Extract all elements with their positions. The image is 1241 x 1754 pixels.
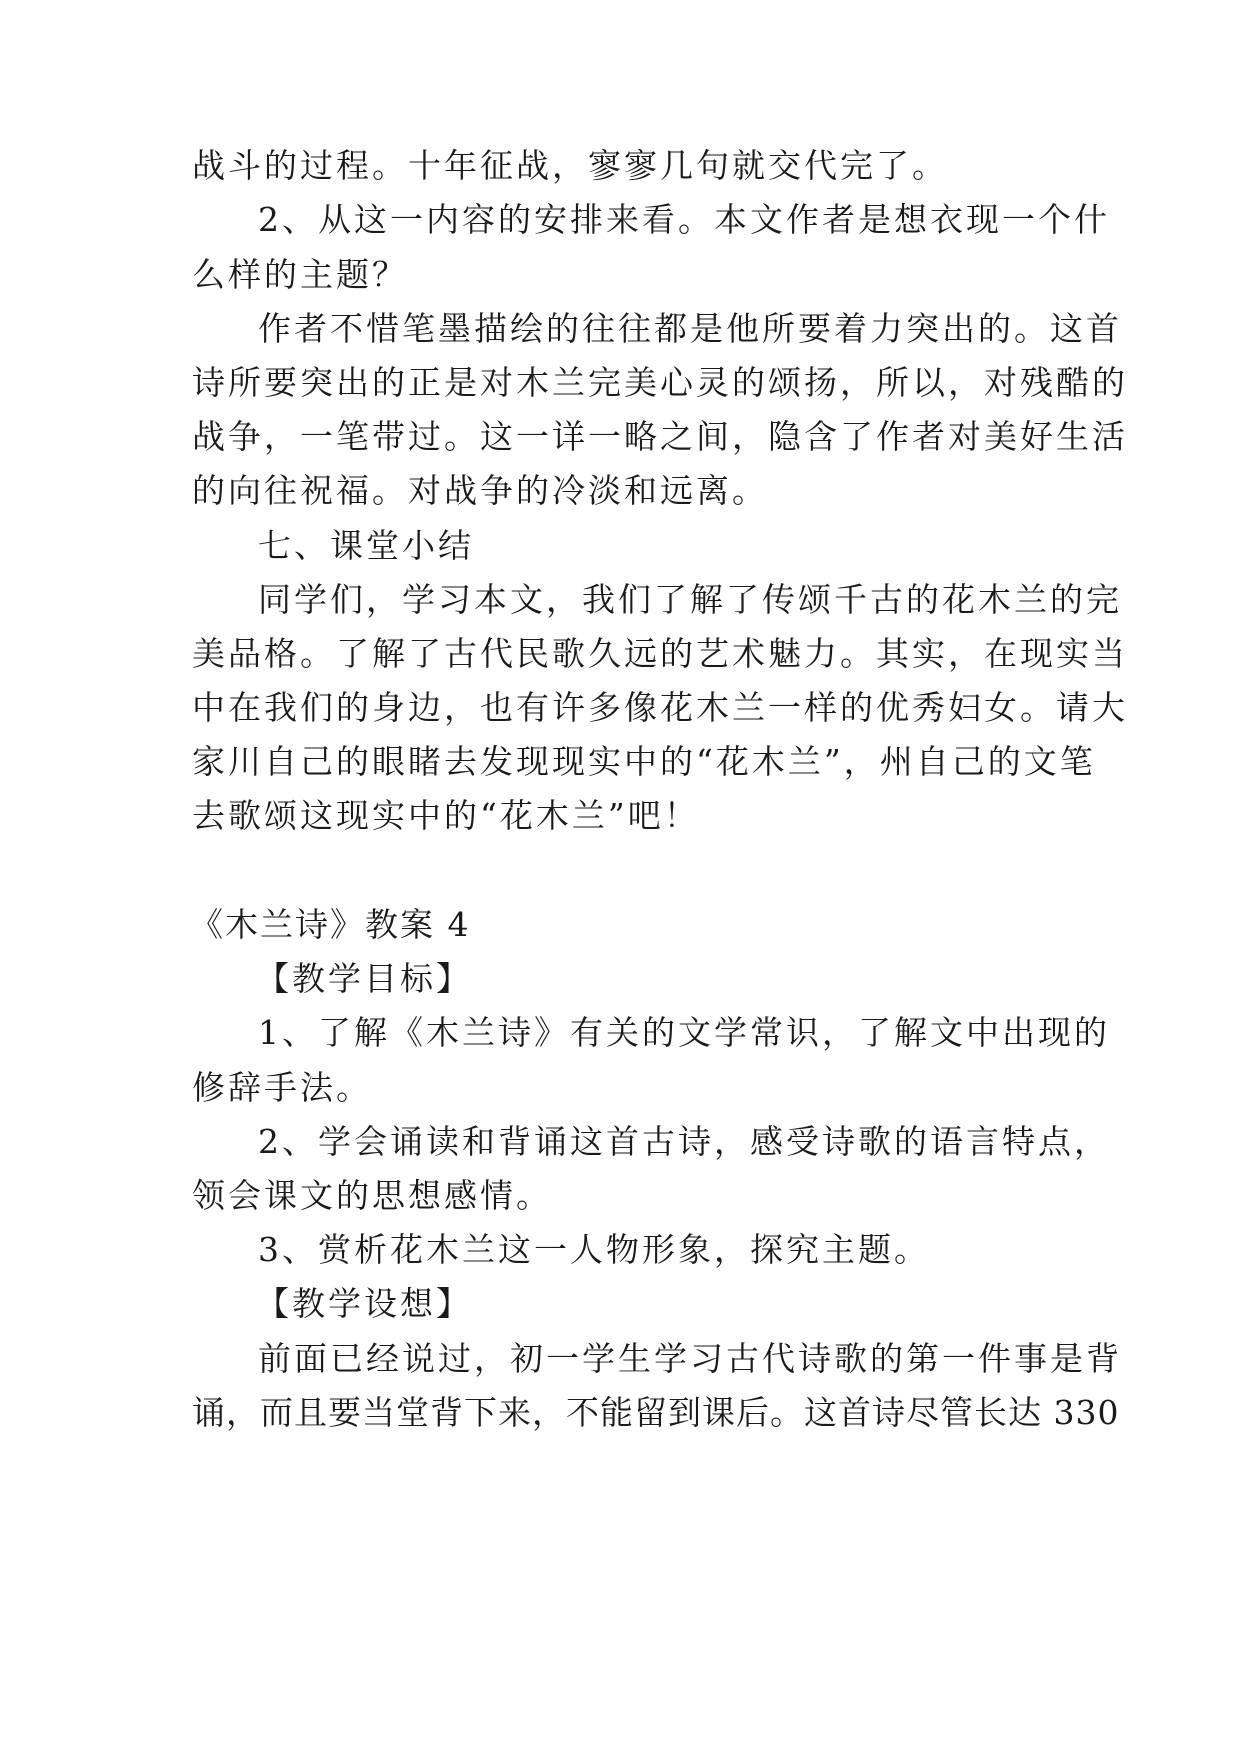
text-line: 战斗的过程。十年征战，寥寥几句就交代完了。 [192,146,948,185]
text-line: 前面已经说过，初一学生学习古代诗歌的第一件事是背 [258,1339,1122,1378]
text-line: 2、学会诵读和背诵这首古诗，感受诗歌的语言特点， [258,1122,1110,1161]
text-line: 美品格。了解了古代民歌久远的艺术魅力。其实，在现实当 [192,634,1128,673]
text-line: 战争，一笔带过。这一详一略之间，隐含了作者对美好生活 [192,417,1128,456]
text-line: 作者不惜笔墨描绘的往往都是他所要着力突出的。这首 [258,309,1122,348]
section-heading: 七、课堂小结 [258,526,474,565]
text-line: 1、了解《木兰诗》有关的文学常识，了解文中出现的 [258,1013,1110,1052]
text-line: 3、赏析花木兰这一人物形象，探究主题。 [258,1230,930,1269]
text-line: 2、从这一内容的安排来看。本文作者是想衣现一个什 [258,200,1110,239]
text-line: 领会课文的思想感情。 [192,1176,552,1215]
text-line: 么样的主题？ [192,255,408,294]
section-heading: 【教学目标】 [256,959,472,998]
lesson-title: 《木兰诗》教案 4 [190,905,471,944]
text-line: 去歌颂这现实中的“花木兰”吧！ [192,796,700,835]
text-line: 诗所要突出的正是对木兰完美心灵的颂扬，所以，对残酷的 [192,363,1128,402]
text-line: 中在我们的身边，也有许多像花木兰一样的优秀妇女。请大 [192,688,1128,727]
text-line: 的向往祝福。对战争的冷淡和远离。 [192,471,768,510]
text-line: 同学们，学习本文，我们了解了传颂千古的花木兰的完 [258,580,1122,619]
text-line: 修辞手法。 [192,1068,372,1107]
text-line: 家川自己的眼睹去发现现实中的“花木兰”，州自己的文笔 [192,742,1096,781]
text-line: 诵，而且要当堂背下来，不能留到课后。这首诗尽管长达 330 [192,1393,1120,1432]
section-heading: 【教学设想】 [256,1284,472,1323]
